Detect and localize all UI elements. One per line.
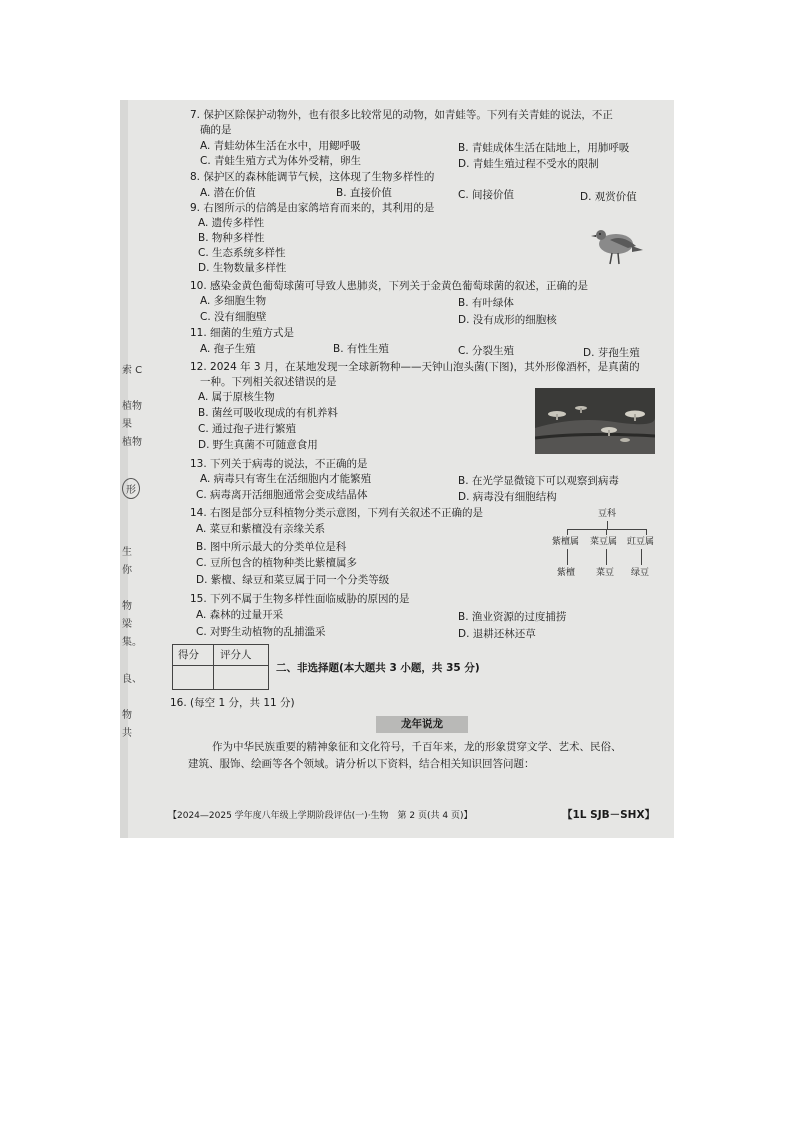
q13-option-c: C. 病毒离开活细胞通常会变成结晶体 bbox=[196, 489, 368, 501]
q11-option-a: A. 孢子生殖 bbox=[200, 343, 256, 355]
edge-fragment: 共 bbox=[122, 728, 132, 739]
q11-option-d: D. 芽孢生殖 bbox=[583, 347, 640, 359]
q15-option-a: A. 森林的过量开采 bbox=[196, 609, 284, 621]
q8-stem: 8. 保护区的森林能调节气候，这体现了生物多样性的 bbox=[190, 171, 435, 183]
tree-connector bbox=[606, 549, 607, 565]
tree-species: 菜豆 bbox=[596, 568, 615, 578]
q9-option-d: D. 生物数量多样性 bbox=[198, 262, 287, 274]
q13-stem: 13. 下列关于病毒的说法，不正确的是 bbox=[190, 458, 368, 470]
mushroom-photo bbox=[535, 388, 655, 454]
tree-connector bbox=[641, 549, 642, 565]
q15-option-d: D. 退耕还林还草 bbox=[458, 628, 536, 640]
edge-fragment: 梁 bbox=[122, 619, 132, 630]
q14-option-b: B. 图中所示最大的分类单位是科 bbox=[196, 541, 347, 553]
tree-connector bbox=[567, 529, 647, 530]
tree-genus: 豇豆属 bbox=[627, 537, 655, 547]
q16-paragraph: 作为中华民族重要的精神象征和文化符号，千百年来，龙的形象贯穿文学、艺术、民俗、 bbox=[212, 741, 622, 753]
q10-option-a: A. 多细胞生物 bbox=[200, 295, 267, 307]
tree-root: 豆科 bbox=[598, 509, 617, 519]
edge-fragment: 物 bbox=[122, 601, 132, 612]
q7-option-a: A. 青蛙幼体生活在水中，用鳃呼吸 bbox=[200, 140, 361, 152]
edge-fragment: 集。 bbox=[122, 637, 142, 648]
pigeon-image bbox=[588, 220, 644, 268]
q15-option-b: B. 渔业资源的过度捕捞 bbox=[458, 611, 567, 623]
q14-option-c: C. 豆所包含的植物种类比紫檀属多 bbox=[196, 557, 358, 569]
edge-fragment: 植物 bbox=[122, 401, 142, 412]
tree-genus: 紫檀属 bbox=[552, 537, 580, 547]
edge-fragment: 形 bbox=[122, 478, 140, 499]
q10-stem: 10. 感染金黄色葡萄球菌可导致人患肺炎，下列关于金黄色葡萄球菌的叙述，正确的是 bbox=[190, 280, 589, 292]
q11-option-b: B. 有性生殖 bbox=[333, 343, 389, 355]
q10-option-c: C. 没有细胞壁 bbox=[200, 311, 267, 323]
q7-stem: 7. 保护区除保护动物外，也有很多比较常见的动物，如青蛙等。下列有关青蛙的说法，不正 bbox=[190, 109, 613, 121]
q9-stem: 9. 右图所示的信鸽是由家鸽培育而来的，其利用的是 bbox=[190, 202, 435, 214]
q11-stem: 11. 细菌的生殖方式是 bbox=[190, 327, 295, 339]
q9-option-b: B. 物种多样性 bbox=[198, 232, 265, 244]
tree-connector bbox=[567, 549, 568, 565]
q7-option-b: B. 青蛙成体生活在陆地上，用肺呼吸 bbox=[458, 142, 630, 154]
footer-code: 【1L SJB－SHX】 bbox=[562, 809, 656, 821]
q14-stem: 14. 右图是部分豆科植物分类示意图，下列有关叙述不正确的是 bbox=[190, 507, 484, 519]
score-table-row-divider bbox=[172, 665, 268, 666]
q13-option-d: D. 病毒没有细胞结构 bbox=[458, 491, 557, 503]
q11-option-c: C. 分裂生殖 bbox=[458, 345, 515, 357]
edge-fragment: 你 bbox=[122, 565, 132, 576]
q13-option-b: B. 在光学显微镜下可以观察到病毒 bbox=[458, 475, 619, 487]
q15-option-c: C. 对野生动植物的乱捕滥采 bbox=[196, 626, 326, 638]
tree-connector bbox=[607, 521, 608, 529]
edge-fragment: 果 bbox=[122, 419, 132, 430]
q8-option-a: A. 潜在价值 bbox=[200, 187, 256, 199]
q7-stem-cont: 确的是 bbox=[200, 124, 232, 136]
edge-fragment: 植物 bbox=[122, 437, 142, 448]
tree-species: 绿豆 bbox=[631, 568, 650, 578]
q9-option-a: A. 遗传多样性 bbox=[198, 217, 265, 229]
edge-fragment: 索 C bbox=[122, 365, 143, 376]
q13-option-a: A. 病毒只有寄生在活细胞内才能繁殖 bbox=[200, 473, 372, 485]
q10-option-d: D. 没有成形的细胞核 bbox=[458, 314, 557, 326]
q8-option-b: B. 直接价值 bbox=[336, 187, 392, 199]
q14-option-a: A. 菜豆和紫檀没有亲缘关系 bbox=[196, 523, 326, 535]
grader-header: 评分人 bbox=[220, 649, 252, 661]
q14-option-d: D. 紫檀、绿豆和菜豆属于同一个分类等级 bbox=[196, 574, 390, 586]
edge-fragment: 生 bbox=[122, 547, 132, 558]
section-banner: 龙年说龙 bbox=[376, 716, 468, 733]
edge-fragment: 物 bbox=[122, 710, 132, 721]
section-title: 二、非选择题(本大题共 3 小题，共 35 分) bbox=[276, 662, 480, 674]
q16-label: 16. (每空 1 分，共 11 分) bbox=[170, 697, 295, 709]
q7-option-d: D. 青蛙生殖过程不受水的限制 bbox=[458, 158, 599, 170]
q12-option-d: D. 野生真菌不可随意食用 bbox=[198, 439, 318, 451]
q16-paragraph-cont: 建筑、服饰、绘画等各个领域。请分析以下资料，结合相关知识回答问题： bbox=[188, 758, 535, 770]
tree-genus: 菜豆属 bbox=[590, 537, 618, 547]
q12-option-a: A. 属于原核生物 bbox=[198, 391, 275, 403]
q12-option-b: B. 菌丝可吸收现成的有机养料 bbox=[198, 407, 338, 419]
q12-stem: 12. 2024 年 3 月，在某地发现一全球新物种——天钟山泡头菌(下图)，其外形像酒杯，是真菌的 bbox=[190, 361, 640, 373]
q12-stem-cont: 一种。下列相关叙述错误的是 bbox=[200, 376, 337, 388]
q15-stem: 15. 下列不属于生物多样性面临威胁的原因的是 bbox=[190, 593, 410, 605]
q8-option-c: C. 间接价值 bbox=[458, 189, 515, 201]
q12-option-c: C. 通过孢子进行繁殖 bbox=[198, 423, 297, 435]
edge-fragment: 良、 bbox=[122, 674, 142, 685]
q7-option-c: C. 青蛙生殖方式为体外受精，卵生 bbox=[200, 155, 362, 167]
q9-option-c: C. 生态系统多样性 bbox=[198, 247, 286, 259]
tree-species: 紫檀 bbox=[557, 568, 576, 578]
q8-option-d: D. 观赏价值 bbox=[580, 191, 637, 203]
score-header: 得分 bbox=[178, 649, 199, 661]
q10-option-b: B. 有叶绿体 bbox=[458, 297, 514, 309]
footer-page-info: 【2024—2025 学年度八年级上学期阶段评估(一)·生物 第 2 页(共 4 页)】 bbox=[168, 811, 473, 821]
score-table-col-divider bbox=[213, 644, 214, 689]
